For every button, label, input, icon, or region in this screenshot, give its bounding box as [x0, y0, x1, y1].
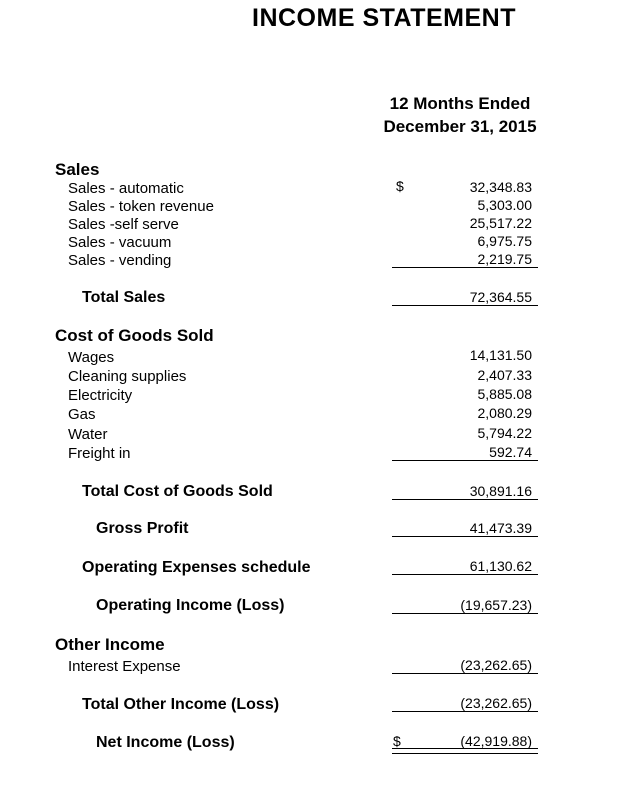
total-sales-amount: 72,364.55 — [469, 289, 532, 305]
sales-item-amount: 25,517.22 — [469, 215, 532, 231]
operating-income-amount: (19,657.23) — [460, 597, 532, 613]
period-header-line1: 12 Months Ended — [389, 94, 531, 113]
total-cogs-label: Total Cost of Goods Sold — [82, 483, 273, 500]
operating-expenses-rule — [392, 574, 538, 575]
sales-item-label: Sales - vending — [68, 252, 172, 269]
other-income-item-amount: (23,262.65) — [460, 657, 532, 673]
gross-profit-rule — [392, 536, 538, 537]
cogs-item-label: Gas — [68, 406, 96, 423]
statement-title: INCOME STATEMENT — [252, 4, 517, 32]
cogs-item-label: Cleaning supplies — [68, 368, 187, 385]
gross-profit-amount: 41,473.39 — [469, 520, 532, 536]
sales-item-label: Sales - token revenue — [68, 198, 214, 215]
other-income-header: Other Income — [55, 635, 165, 654]
sales-item-amount: 2,219.75 — [477, 251, 532, 267]
cogs-item-amount: 2,407.33 — [477, 367, 532, 383]
cogs-item-label: Freight in — [68, 445, 131, 462]
cogs-item-amount: 5,885.08 — [477, 386, 532, 402]
cogs-item-amount: 2,080.29 — [477, 405, 532, 421]
cogs-subtotal-rule — [392, 460, 538, 461]
sales-subtotal-rule — [392, 267, 538, 268]
operating-income-rule — [392, 613, 538, 614]
total-other-income-rule — [392, 711, 538, 712]
sales-dollar-sign: $ — [396, 178, 404, 194]
total-other-income-amount: (23,262.65) — [460, 695, 532, 711]
gross-profit-label: Gross Profit — [96, 520, 189, 537]
other-income-item-label: Interest Expense — [68, 658, 181, 675]
net-income-double-rule — [392, 748, 538, 754]
period-header-line2: December 31, 2015 — [383, 117, 537, 136]
cogs-item-amount: 592.74 — [489, 444, 532, 460]
total-other-income-label: Total Other Income (Loss) — [82, 696, 280, 713]
operating-income-label: Operating Income (Loss) — [96, 597, 285, 614]
other-income-subtotal-rule — [392, 673, 538, 674]
cogs-item-label: Water — [68, 426, 108, 443]
sales-item-amount: 5,303.00 — [477, 197, 532, 213]
total-sales-label: Total Sales — [82, 289, 166, 306]
sales-item-label: Sales - automatic — [68, 180, 184, 197]
total-sales-rule — [392, 305, 538, 306]
sales-item-amount: 32,348.83 — [469, 179, 532, 195]
net-income-amount: (42,919.88) — [460, 733, 532, 749]
cogs-header: Cost of Goods Sold — [55, 326, 214, 345]
total-cogs-rule — [392, 499, 538, 500]
net-income-dollar-sign: $ — [393, 733, 401, 749]
cogs-item-amount: 5,794.22 — [477, 425, 532, 441]
total-cogs-amount: 30,891.16 — [469, 483, 532, 499]
cogs-item-label: Wages — [68, 349, 115, 366]
operating-expenses-label: Operating Expenses schedule — [82, 559, 311, 576]
sales-item-label: Sales - vacuum — [68, 234, 172, 251]
net-income-label: Net Income (Loss) — [96, 734, 235, 751]
cogs-item-label: Electricity — [68, 387, 133, 404]
cogs-item-amount: 14,131.50 — [469, 347, 532, 363]
sales-item-amount: 6,975.75 — [477, 233, 532, 249]
sales-header: Sales — [55, 160, 100, 179]
sales-item-label: Sales -self serve — [68, 216, 179, 233]
operating-expenses-amount: 61,130.62 — [469, 558, 532, 574]
